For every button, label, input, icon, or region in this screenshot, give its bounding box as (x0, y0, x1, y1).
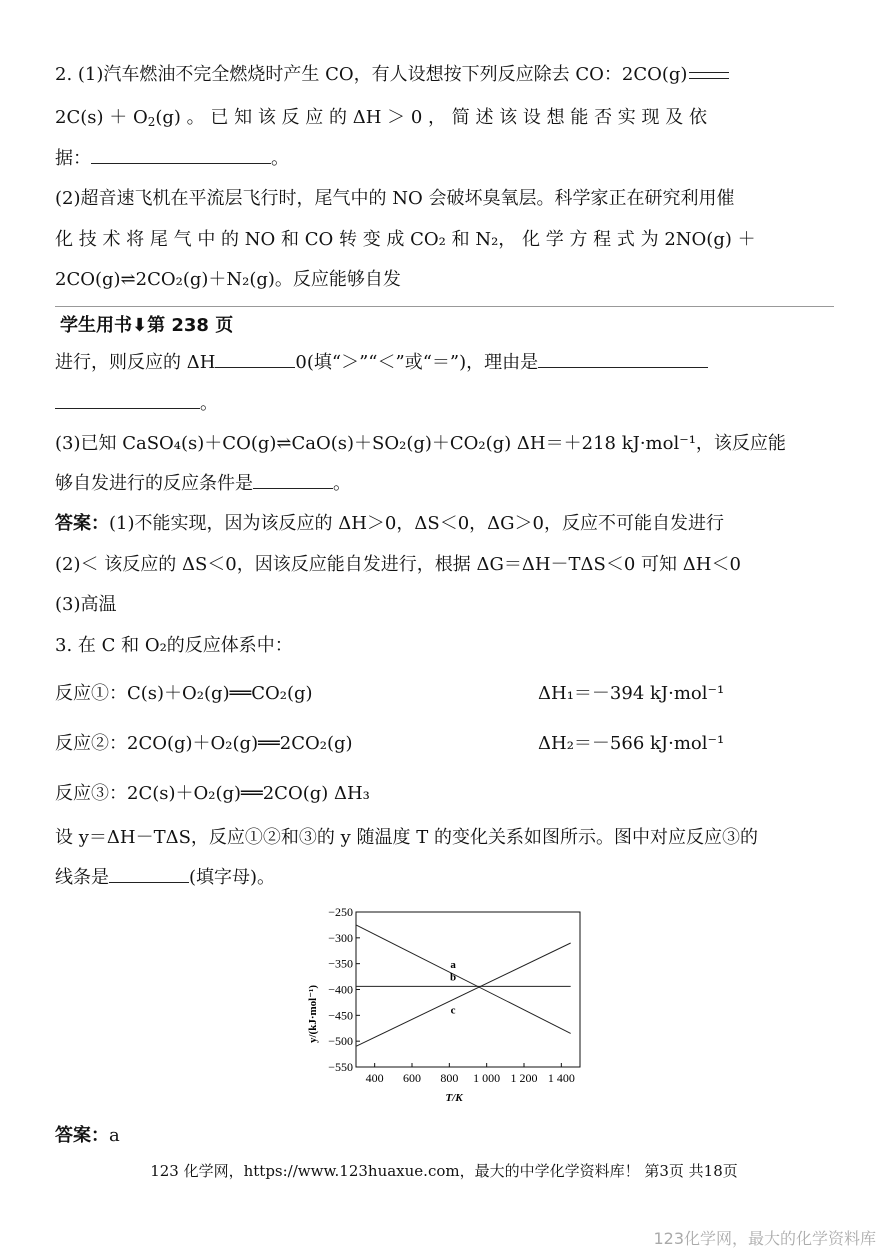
q2-text: 。 (333, 473, 351, 494)
answer-2-line-2: (2)＜ 该反应的 ΔS＜0，因该反应能自发进行，根据 ΔG＝ΔH－TΔS＜0 可知 ΔH＜0 (55, 554, 741, 575)
answer-value: a (109, 1125, 120, 1146)
q2-line-3 (55, 145, 834, 173)
reaction-equation: 反应②：2CO(g)＋O₂(g)══2CO₂(g) (55, 733, 353, 754)
y-tick-label: −450 (328, 1008, 353, 1023)
reaction-equation: 反应①：C(s)＋O₂(g)══CO₂(g) (55, 683, 313, 704)
q3-reaction-1 (55, 680, 834, 708)
series-line-a (356, 925, 571, 1033)
answer-text: (1)不能实现，因为该反应的 ΔH＞0，ΔS＜0，ΔG＞0，反应不可能自发进行 (109, 513, 724, 534)
answer-label: 答案： (55, 513, 109, 534)
y-vs-temperature-chart (298, 898, 598, 1108)
q2-line-7 (55, 349, 834, 377)
answer-2-line-1 (55, 510, 834, 538)
answer-blank[interactable] (109, 864, 189, 883)
q2-text: (g) 。 已 知 该 反 应 的 ΔH ＞ 0 ， 简 述 该 设 想 能 否 实 现 及 依 (155, 107, 707, 128)
chart-series (356, 925, 571, 1046)
q2-text: 够自发进行的反应条件是 (55, 473, 253, 494)
y-axis-ticks (328, 905, 360, 1074)
x-tick-label: 1 400 (547, 1071, 575, 1085)
q2-line-8 (55, 390, 834, 418)
q2-line-4: (2)超音速飞机在平流层飞行时，尾气中的 NO 会破坏臭氧层。科学家正在研究利用催 (55, 188, 735, 209)
y-tick-label: −250 (328, 905, 353, 919)
x-axis-label: T/K (445, 1092, 463, 1104)
q2-line-9: (3)已知 CaSO₄(s)＋CO(g)⇌CaO(s)＋SO₂(g)＋CO₂(g) ΔH＝＋218 kJ·mol⁻¹，该反应能 (55, 433, 786, 454)
answer-blank[interactable] (253, 470, 333, 489)
reaction-enthalpy: ΔH₂＝－566 kJ·mol⁻¹ (538, 733, 725, 754)
y-tick-label: −400 (328, 982, 353, 997)
y-axis-label: y/(kJ·mol⁻¹) (307, 985, 319, 1043)
reaction-enthalpy: ΔH₁＝－394 kJ·mol⁻¹ (538, 683, 725, 704)
q2-text: 0(填“＞”“＜”或“＝”)，理由是 (295, 352, 539, 373)
watermark: 123化学网，最大的化学资料库 (653, 1229, 876, 1248)
chart-axes (356, 912, 580, 1067)
q3-intro: 3. 在 C 和 O₂的反应体系中： (55, 635, 293, 656)
q2-line-5: 化 技 术 将 尾 气 中 的 NO 和 CO 转 变 成 CO₂ 和 N₂， 化 学 方 程 式 为 2NO(g) ＋ (55, 229, 756, 250)
y-tick-label: −350 (328, 956, 353, 971)
y-tick-label: −500 (328, 1034, 353, 1049)
page-marker: 学生用书⬇第 238 页 (60, 315, 234, 336)
answer-blank[interactable] (538, 349, 708, 368)
plot-frame (356, 912, 580, 1067)
q3-question-line-2 (55, 864, 834, 892)
q2-text: 2. (1)汽车燃油不完全燃烧时产生 CO，有人设想按下列反应除去 CO：2CO(g) (55, 64, 688, 85)
q3-reaction-3: 反应③：2C(s)＋O₂(g)══2CO(g) ΔH₃ (55, 783, 370, 804)
series-label-a: a (450, 958, 456, 971)
q2-text: 。 (200, 393, 218, 414)
series-line-c (356, 943, 571, 1046)
y-tick-label: −300 (328, 930, 353, 945)
series-label-b: b (450, 971, 457, 984)
q3-reaction-2 (55, 730, 834, 758)
q2-text: 。 (271, 148, 289, 169)
q2-line-2 (55, 104, 834, 132)
y-tick-label: −550 (328, 1060, 353, 1074)
subscript: 2 (147, 115, 156, 129)
page-divider (55, 306, 834, 307)
answer-blank[interactable] (215, 349, 295, 368)
q3-text: 线条是 (55, 867, 109, 888)
q2-text: 据： (55, 148, 91, 169)
equals-sign-icon (689, 72, 729, 79)
x-tick-label: 800 (440, 1071, 459, 1085)
answer-label: 答案： (55, 1125, 109, 1146)
q2-text: 2C(s) ＋ O (55, 107, 148, 128)
series-label-c: c (450, 1004, 456, 1017)
q3-text: (填字母)。 (189, 867, 276, 888)
q2-text: 进行，则反应的 ΔH (55, 352, 216, 373)
x-tick-label: 1 000 (473, 1071, 501, 1085)
x-axis-ticks (366, 1063, 575, 1085)
q3-question-line-1: 设 y＝ΔH－TΔS，反应①②和③的 y 随温度 T 的变化关系如图所示。图中对应反应③的 (55, 827, 758, 848)
q2-line-1 (55, 61, 834, 89)
answer-blank[interactable] (91, 145, 271, 164)
x-tick-label: 400 (365, 1071, 384, 1085)
x-tick-label: 600 (403, 1071, 421, 1085)
answer-3 (55, 1122, 834, 1150)
answer-2-line-3: (3)高温 (55, 594, 117, 615)
x-tick-label: 1 200 (510, 1071, 538, 1085)
q2-line-10 (55, 470, 834, 498)
answer-blank[interactable] (55, 390, 200, 409)
page-footer: 123 化学网，https://www.123huaxue.com，最大的中学化学资料库！ 第3页 共18页 (150, 1162, 738, 1180)
q2-line-6: 2CO(g)⇌2CO₂(g)＋N₂(g)。反应能够自发 (55, 269, 401, 290)
